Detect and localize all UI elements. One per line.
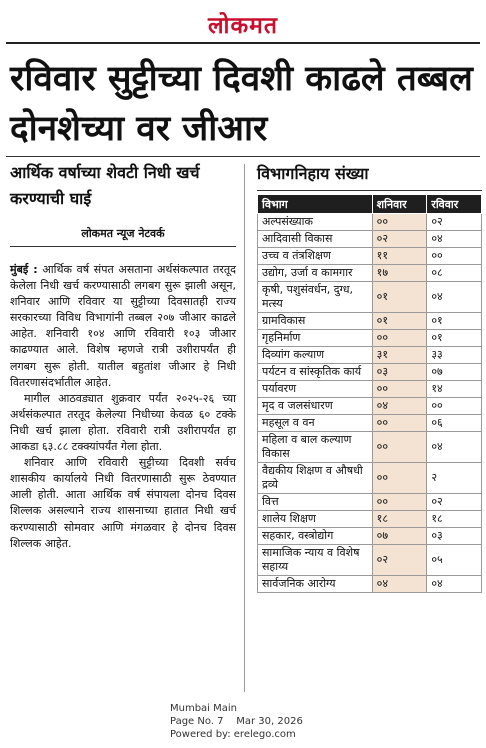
cell-saturday: १८ (372, 511, 427, 528)
department-table (257, 194, 482, 593)
cell-department: पर्यावरण (258, 381, 373, 398)
cell-sunday: २ (427, 463, 482, 494)
cell-saturday: ०० (372, 415, 427, 432)
byline-divider (10, 246, 236, 247)
cell-sunday: ०४ (427, 432, 482, 463)
table-row (258, 398, 482, 415)
cell-department: मृद व जलसंधारण (258, 398, 373, 415)
cell-sunday: ०६ (427, 415, 482, 432)
byline: लोकमत न्यूज नेटवर्क (81, 227, 165, 240)
cell-department: पर्यटन व सांस्कृतिक कार्य (258, 364, 373, 381)
footer-page-info: Page No. 7 Mar 30, 2026 (170, 716, 303, 727)
headline: रविवार सुट्टीच्या दिवशी काढले तब्बल दोनशेच्या वर जीआर (10, 59, 473, 149)
article-paragraph: मागील आठवड्यात शुक्रवार पर्यंत २०२५-२६ च्या अर्थसंकल्पात तरतूद केलेल्या निधीच्या केवळ ६० टक्के निधी खर्च झाला होता. रविवारी रात्री उशीरापर्यंत हा आकडा ६३.८८ टक्क्यांपर्यंत गेला होता. (10, 391, 236, 454)
cell-saturday: ०० (372, 381, 427, 398)
header-sunday: रविवार (427, 195, 482, 214)
cell-department: दिव्यांग कल्याण (258, 347, 373, 364)
cell-department: महसूल व वन (258, 415, 373, 432)
table-row (258, 545, 482, 576)
header-department: विभाग (258, 195, 373, 214)
paragraph-text: आर्थिक वर्ष संपत असताना अर्थसंकल्पात तरतूद केलेला निधी खर्च करण्यासाठी लगबग सुरू झाली असून, शनिवार आणि रविवार या सुट्टीच्या दिवसातही राज्य सरकारच्या विविध विभागांनी तब्बल २०७ जीआर काढले आहेत. शनिवारी १०४ आणि रविवारी १०३ जीआर काढण्यात आले. विशेष म्हणजे रात्री उशीरापर्यंत ही लगबग सुरू होती. यातील बहुतांश जीआर हे निधी वितरणासंदर्भातील आहेत. (10, 263, 236, 389)
table-row (258, 214, 482, 231)
dateline: मुंबई : (10, 263, 38, 276)
cell-sunday: ०० (427, 398, 482, 415)
table-row (258, 313, 482, 330)
cell-sunday: ०८ (427, 265, 482, 282)
cell-saturday: ०० (372, 330, 427, 347)
table-row (258, 463, 482, 494)
table-row (258, 282, 482, 313)
cell-saturday: ०७ (372, 528, 427, 545)
table-row (258, 330, 482, 347)
cell-saturday: ०४ (372, 576, 427, 593)
table-row (258, 528, 482, 545)
cell-sunday: १८ (427, 511, 482, 528)
cell-saturday: ०० (372, 494, 427, 511)
cell-sunday: ०१ (427, 313, 482, 330)
cell-saturday: ११ (372, 248, 427, 265)
cell-department: कृषी, पशुसंवर्धन, दुग्ध, मत्स्य (258, 282, 373, 313)
masthead-divider (6, 42, 480, 44)
footer-powered-by: Powered by: erelego.com (170, 729, 296, 740)
footer-edition: Mumbai Main (170, 703, 238, 714)
cell-sunday: ०४ (427, 231, 482, 248)
cell-saturday: ०१ (372, 313, 427, 330)
cell-department: उद्योग, उर्जा व कामगार (258, 265, 373, 282)
cell-saturday: ०० (372, 463, 427, 494)
cell-department: सार्वजनिक आरोग्य (258, 576, 373, 593)
cell-saturday: ०४ (372, 398, 427, 415)
table-title-divider (257, 190, 482, 191)
table-row (258, 265, 482, 282)
cell-saturday: ०० (372, 214, 427, 231)
table-row (258, 364, 482, 381)
table-row (258, 576, 482, 593)
table-row (258, 347, 482, 364)
column-divider (244, 164, 245, 692)
cell-sunday: ०३ (427, 528, 482, 545)
article-paragraph: शनिवार आणि रविवारी सुट्टीच्या दिवशी सर्वच शासकीय कार्यालये निधी वितरणासाठी सुरू ठेवण्यात आली होती. आता आर्थिक वर्ष संपायला दोनच दिवस शिल्लक असल्याने राज्य शासनाच्या हातात निधी खर्च करण्यासाठी सोमवार आणि मंगळवार हे दोनच दिवस शिल्लक आहेत. (10, 456, 236, 550)
cell-sunday: ०७ (427, 364, 482, 381)
cell-saturday: ०२ (372, 231, 427, 248)
table-row (258, 381, 482, 398)
cell-saturday: ०३ (372, 364, 427, 381)
table-row (258, 511, 482, 528)
masthead-logo: लोकमत (207, 12, 279, 39)
table-title: विभागनिहाय संख्या (257, 164, 369, 183)
cell-sunday: ०२ (427, 494, 482, 511)
cell-department: ग्रामविकास (258, 313, 373, 330)
table-row (258, 432, 482, 463)
table-row (258, 415, 482, 432)
header-saturday: शनिवार (372, 195, 427, 214)
headline-divider (6, 156, 480, 157)
cell-sunday: ३३ (427, 347, 482, 364)
table-header-row (258, 195, 482, 214)
cell-sunday: ०१ (427, 330, 482, 347)
cell-saturday: ०२ (372, 545, 427, 576)
cell-department: सहकार, वस्त्रोद्योग (258, 528, 373, 545)
cell-department: सामाजिक न्याय व विशेष सहाय्य (258, 545, 373, 576)
subheadline: आर्थिक वर्षाच्या शेवटी निधी खर्च करण्याची घाई (10, 163, 200, 208)
cell-sunday: ०२ (427, 214, 482, 231)
cell-department: अल्पसंख्याक (258, 214, 373, 231)
cell-saturday: ०१ (372, 282, 427, 313)
cell-sunday: ०४ (427, 282, 482, 313)
cell-department: गृहनिर्माण (258, 330, 373, 347)
cell-department: उच्च व तंत्रशिक्षण (258, 248, 373, 265)
cell-saturday: १७ (372, 265, 427, 282)
cell-department: वैद्यकीय शिक्षण व औषधी द्रव्ये (258, 463, 373, 494)
cell-sunday: ०० (427, 248, 482, 265)
cell-saturday: ३१ (372, 347, 427, 364)
cell-sunday: १४ (427, 381, 482, 398)
cell-department: आदिवासी विकास (258, 231, 373, 248)
article-body (10, 262, 236, 552)
cell-saturday: ०० (372, 432, 427, 463)
cell-department: महिला व बाल कल्याण विकास (258, 432, 373, 463)
cell-department: वित्त (258, 494, 373, 511)
table-row (258, 494, 482, 511)
page-footer (0, 702, 486, 741)
cell-department: शालेय शिक्षण (258, 511, 373, 528)
cell-sunday: ०५ (427, 545, 482, 576)
table-row (258, 248, 482, 265)
cell-sunday: ०४ (427, 576, 482, 593)
article-paragraph (10, 262, 236, 391)
table-row (258, 231, 482, 248)
